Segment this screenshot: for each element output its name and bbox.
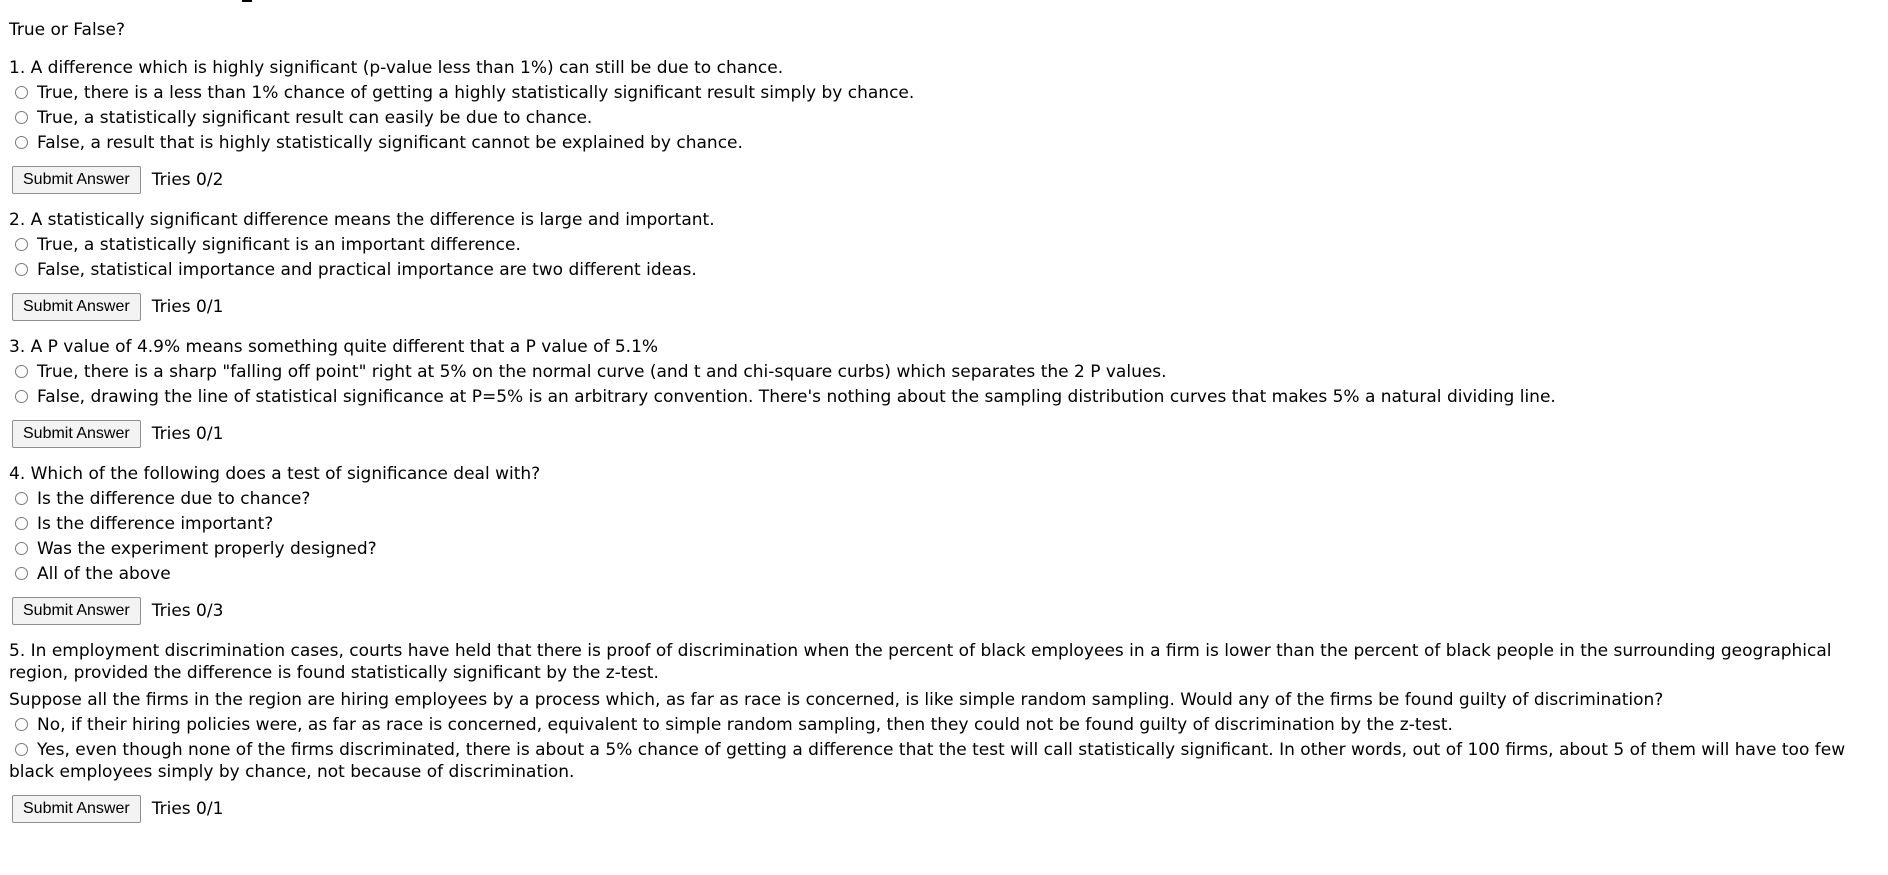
option-label: Was the experiment properly designed?	[37, 539, 377, 559]
option-label: True, there is a less than 1% chance of getting a highly statistically significant result simply by chance.	[37, 83, 915, 103]
tries-counter: Tries 0/1	[151, 297, 224, 317]
submit-row	[12, 597, 1879, 625]
answer-option[interactable]	[9, 488, 1879, 510]
question-1	[9, 57, 1879, 194]
radio-button[interactable]	[15, 263, 28, 276]
submit-answer-button[interactable]: Submit Answer	[12, 597, 141, 625]
submit-answer-button[interactable]: Submit Answer	[12, 166, 141, 194]
question-text: 3. A P value of 4.9% means something quite different that a P value of 5.1%	[9, 337, 659, 357]
radio-button[interactable]	[15, 718, 28, 731]
answer-option[interactable]	[9, 132, 1879, 154]
question-4	[9, 463, 1879, 625]
radio-button[interactable]	[15, 492, 28, 505]
radio-button[interactable]	[15, 542, 28, 555]
option-label: True, a statistically significant result can easily be due to chance.	[37, 108, 593, 128]
tries-counter: Tries 0/1	[151, 799, 224, 819]
question-3	[9, 336, 1879, 448]
radio-button[interactable]	[15, 136, 28, 149]
submit-row	[12, 795, 1879, 823]
question-text: 4. Which of the following does a test of significance deal with?	[9, 464, 541, 484]
answer-option[interactable]	[9, 361, 1879, 383]
answer-option[interactable]	[9, 513, 1879, 535]
radio-button[interactable]	[15, 238, 28, 251]
option-label: True, there is a sharp "falling off point" right at 5% on the normal curve (and t and chi-square curbs) which separates the 2 P values.	[37, 362, 1167, 382]
radio-button[interactable]	[15, 111, 28, 124]
question-prompt: Suppose all the firms in the region are hiring employees by a process which, as far as race is concerned, is like simple random sampling. Would any of the firms be found guilty of discrimination?	[9, 690, 1664, 710]
radio-button[interactable]	[15, 743, 28, 756]
radio-button[interactable]	[15, 517, 28, 530]
option-label: False, drawing the line of statistical significance at P=5% is an arbitrary convention. There's nothing about the sampling distribution curves that makes 5% a natural dividing line.	[37, 387, 1556, 407]
problem-set	[9, 18, 1879, 838]
question-5	[9, 640, 1879, 823]
answer-option[interactable]	[9, 386, 1879, 408]
submit-answer-button[interactable]: Submit Answer	[12, 795, 141, 823]
answer-option[interactable]	[9, 82, 1879, 104]
radio-button[interactable]	[15, 365, 28, 378]
page-heading: True or False?	[9, 20, 126, 40]
option-label: Is the difference important?	[37, 514, 274, 534]
submit-row	[12, 166, 1879, 194]
top-edge-mark	[242, 0, 252, 2]
submit-answer-button[interactable]: Submit Answer	[12, 293, 141, 321]
option-label: Is the difference due to chance?	[37, 489, 311, 509]
option-label: True, a statistically significant is an important difference.	[37, 235, 521, 255]
answer-option[interactable]	[9, 107, 1879, 129]
question-text: 2. A statistically significant difference means the difference is large and important.	[9, 210, 715, 230]
tries-counter: Tries 0/2	[151, 170, 224, 190]
answer-option[interactable]	[9, 563, 1879, 585]
tries-counter: Tries 0/3	[151, 601, 224, 621]
question-text: 5. In employment discrimination cases, courts have held that there is proof of discrimination when the percent of black employees in a firm is lower than the percent of black people in the surrounding geographical region, provided the difference is found statistically significant by the z-test.	[9, 641, 1832, 683]
question-2	[9, 209, 1879, 321]
question-text: 1. A difference which is highly significant (p-value less than 1%) can still be due to chance.	[9, 58, 784, 78]
submit-row	[12, 293, 1879, 321]
radio-button[interactable]	[15, 86, 28, 99]
submit-answer-button[interactable]: Submit Answer	[12, 420, 141, 448]
option-label: Yes, even though none of the firms discriminated, there is about a 5% chance of getting a difference that the test will call statistically significant. In other words, out of 100 firms, about 5 of them will have too few black employees simply by chance, not because of discrimination.	[9, 740, 1846, 782]
answer-option[interactable]	[9, 234, 1879, 256]
answer-option[interactable]	[9, 739, 1879, 783]
submit-row	[12, 420, 1879, 448]
option-label: False, a result that is highly statistically significant cannot be explained by chance.	[37, 133, 743, 153]
option-label: False, statistical importance and practical importance are two different ideas.	[37, 260, 697, 280]
option-label: No, if their hiring policies were, as far as race is concerned, equivalent to simple random sampling, then they could not be found guilty of discrimination by the z-test.	[37, 715, 1453, 735]
answer-option[interactable]	[9, 714, 1879, 736]
option-label: All of the above	[37, 564, 171, 584]
radio-button[interactable]	[15, 390, 28, 403]
radio-button[interactable]	[15, 567, 28, 580]
answer-option[interactable]	[9, 259, 1879, 281]
tries-counter: Tries 0/1	[151, 424, 224, 444]
answer-option[interactable]	[9, 538, 1879, 560]
